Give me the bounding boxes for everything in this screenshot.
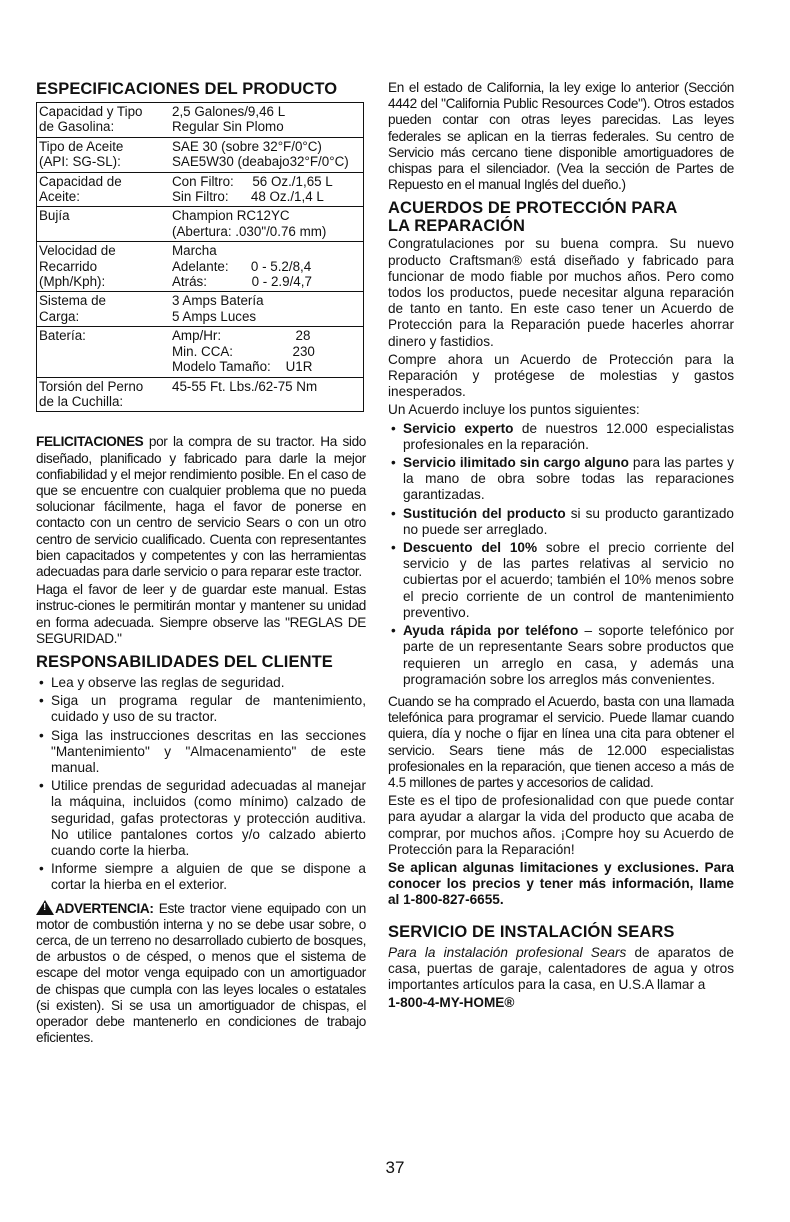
- acuerdos-heading-line-1: ACUERDOS DE PROTECCIÓN PARA: [388, 199, 678, 218]
- instalacion-text: de aparatos de casa, puertas de garaje, calentadores de agua y otros importantes artículos para la casa, en U.S.A llamar a: [388, 944, 734, 992]
- table-row: [37, 292, 364, 327]
- table-row: [37, 103, 364, 138]
- spec-heading: ESPECIFICACIONES DEL PRODUCTO: [36, 80, 338, 98]
- spec-value: Amp/Hr: 28 Min. CCA: 230 Modelo Tamaño: U1R: [172, 328, 315, 375]
- instalacion-paragraph: [388, 945, 734, 994]
- acuerdo-list: [388, 421, 734, 688]
- resp-list: [36, 675, 366, 894]
- table-row: [37, 137, 364, 172]
- spec-value: SAE 30 (sobre 32°F/0°C) SAE5W30 (deabajo32°F/0°C): [172, 138, 349, 170]
- list-item: • Utilice prendas de seguridad adecuadas al manejar la máquina, incluidos (como mínimo) calzado de seguridad, gafas protectoras y protección auditiva. No utilice pantalones cortos y/o calzado abierto cuando corte la hierba.: [36, 778, 366, 859]
- spec-label: Capacidad de Aceite:: [39, 173, 122, 205]
- spec-label: Capacidad y Tipo de Gasolina:: [39, 104, 143, 135]
- list-item: • Siga las instrucciones descritas en las secciones "Mantenimiento" y "Almacenamiento" de este manual.: [36, 728, 366, 777]
- spec-value: Marcha Adelante: 0 - 5.2/8,4 Atrás: 0 - 2.9/4,7: [172, 243, 312, 290]
- resp-heading: RESPONSABILIDADES DEL CLIENTE: [36, 652, 333, 671]
- warning-text: Este tractor viene equipado con un motor de combustión interna y no se debe usar sobre, o cerca, de un terreno no desarrollado cubierto de bosques, de arbustos o de césped, o menos que el sistema de escape del motor venga equipado con un amortiguador de chispas que cumpla con las leyes locales o estatales (si existen). Si se usa un amortiguador de chispas, el operador debe mantenerlo en condiciones de trabajo eficientes.: [36, 900, 366, 1046]
- spec-label: Torsión del Perno de la Cuchilla:: [39, 378, 144, 409]
- spec-value: 2,5 Galones/9,46 L Regular Sin Plomo: [172, 104, 286, 135]
- felicitaciones-text: por la compra de su tractor. Ha sido diseñado, planificado y fabricado para darle la mejor confiabilidad y el mejor rendimiento posible. En el caso de que se encuentre con cualquier problema que no pueda solucionar fácilmente, haga el favor de ponerse en contacto con un centro de servicio Sears o con un otro centro de servicio cualificado. Cuenta con representantes bien capacitados y competentes y con las herramientas adecuadas para darle servicio o para reparar este tractor.: [36, 434, 366, 579]
- felicitaciones-lead: FELICITACIONES: [36, 434, 144, 450]
- table-row: [37, 172, 364, 207]
- warning-lead: ADVERTENCIA:: [55, 900, 154, 916]
- list-item: • Siga un programa regular de mantenimiento, cuidado y uso de su tractor.: [36, 693, 366, 725]
- spec-value: 3 Amps Batería 5 Amps Luces: [172, 293, 264, 324]
- left-column: [36, 80, 366, 1048]
- table-row: [37, 207, 364, 242]
- list-item: • Descuento del 10% sobre el precio corriente del servicio y de las partes relativas al servicio no cubiertas por el acuerdo; también el 10% menos sobre el precio corriente de un control de mantenimiento preventivo.: [388, 540, 734, 621]
- compre-paragraph: Compre ahora un Acuerdo de Protección para la Reparación y protégese de molestias y gastos inesperados.: [388, 351, 734, 400]
- list-item: • Servicio experto de nuestros 12.000 especialistas profesionales en la reparación.: [388, 421, 734, 453]
- incluye-paragraph: Un Acuerdo incluye los puntos siguientes:: [388, 402, 640, 418]
- felicitaciones-paragraph: [36, 434, 366, 580]
- comprado-paragraph: Cuando se ha comprado el Acuerdo, basta con una llamada telefónica para programar el servicio. Puede llamar cuando quiera, día y noche o fijar en línea una cita para obtener el servicio. Sears tiene más de 12.000 especialistas profesionales en la reparación, que tienen acceso a más de 4.5 millones de partes y accesorios de calidad.: [388, 693, 734, 790]
- table-row: [37, 327, 364, 377]
- spec-value: Champion RC12YC (Abertura: .030"/0.76 mm): [172, 208, 327, 239]
- table-row: [37, 242, 364, 292]
- california-paragraph: En el estado de California, la ley exige lo anterior (Sección 4442 del "California Public Resources Code"). Otros estados pueden contar con otras leyes parecidas. Las leyes federales se aplican en la tierras federales. Su centro de Servicio más cercano tiene disponible amortiguadores de chispas para el silenciador. (Vea la sección de Partes de Repuesto en el manual Inglés del dueño.): [388, 80, 734, 193]
- spec-value: Con Filtro: 56 Oz./1,65 L Sin Filtro: 48 Oz./1,4 L: [172, 173, 333, 205]
- spec-label: Velocidad de Recarrido (Mph/Kph):: [39, 243, 116, 290]
- warning-paragraph: [36, 900, 366, 1047]
- profesionalidad-paragraph: Este es el tipo de profesionalidad con que puede contar para ayudar a alargar la vida del producto que acaba de comprar, por muchos años. ¡Compre hoy su Acuerdo de Protección para la Reparación!: [388, 793, 734, 857]
- phone-number: 1-800-4-MY-HOME®: [388, 995, 515, 1011]
- list-item: • Sustitución del producto si su producto garantizado no puede ser arreglado.: [388, 506, 734, 538]
- instalacion-heading: SERVICIO DE INSTALACIÓN SEARS: [388, 922, 675, 941]
- list-item: • Informe siempre a alguien de que se dispone a cortar la hierba en el exterior.: [36, 861, 366, 893]
- instalacion-italic: Para la instalación profesional Sears: [388, 944, 627, 960]
- spec-label: Tipo de Aceite (API: SG-SL):: [39, 138, 124, 170]
- table-row: [37, 377, 364, 412]
- spec-table: [36, 102, 364, 412]
- list-item: • Servicio ilimitado sin cargo alguno para las partes y la mano de obra sobre todas las reparaciones garantizadas.: [388, 455, 734, 504]
- page-number: 37: [385, 1158, 405, 1177]
- spec-label: Bujía: [39, 208, 70, 224]
- acuerdos-heading-line-2: LA REPARACIÓN: [388, 217, 525, 236]
- spec-label: Batería:: [39, 328, 86, 344]
- manual-paragraph: Haga el favor de leer y de guardar este manual. Estas instruc-ciones le permitirán montar y mantener su unidad en forma adecuada. Siempre observe las "REGLAS DE SEGURIDAD.": [36, 582, 366, 646]
- list-item: • Ayuda rápida por teléfono – soporte telefónico por parte de un representante Sears sobre productos que requieren un arreglo en casa, y además una programación sobre los arreglos más convenientes.: [388, 623, 734, 688]
- list-item: • Lea y observe las reglas de seguridad.: [36, 675, 366, 691]
- acuerdos-heading: [388, 199, 734, 235]
- limitaciones-paragraph: Se aplican algunas limitaciones y exclusiones. Para conocer los precios y tener más información, llame al 1-800-827-6655.: [388, 859, 734, 908]
- congrats-paragraph: Congratulaciones por su buena compra. Su nuevo producto Craftsman® está diseñado y fabricado para funcionar de modo fiable por muchos años. Pero como todos los productos, puede necesitar alguna reparación de tanto en tanto. En este caso tener un Acuerdo de Protección para la Reparación puede hacerles ahorrar dinero y fastidios.: [388, 236, 734, 349]
- spec-value: 45-55 Ft. Lbs./62-75 Nm: [172, 378, 318, 394]
- spec-label: Sistema de Carga:: [39, 293, 106, 324]
- warning-icon: !: [36, 900, 54, 915]
- right-column: [388, 80, 734, 1013]
